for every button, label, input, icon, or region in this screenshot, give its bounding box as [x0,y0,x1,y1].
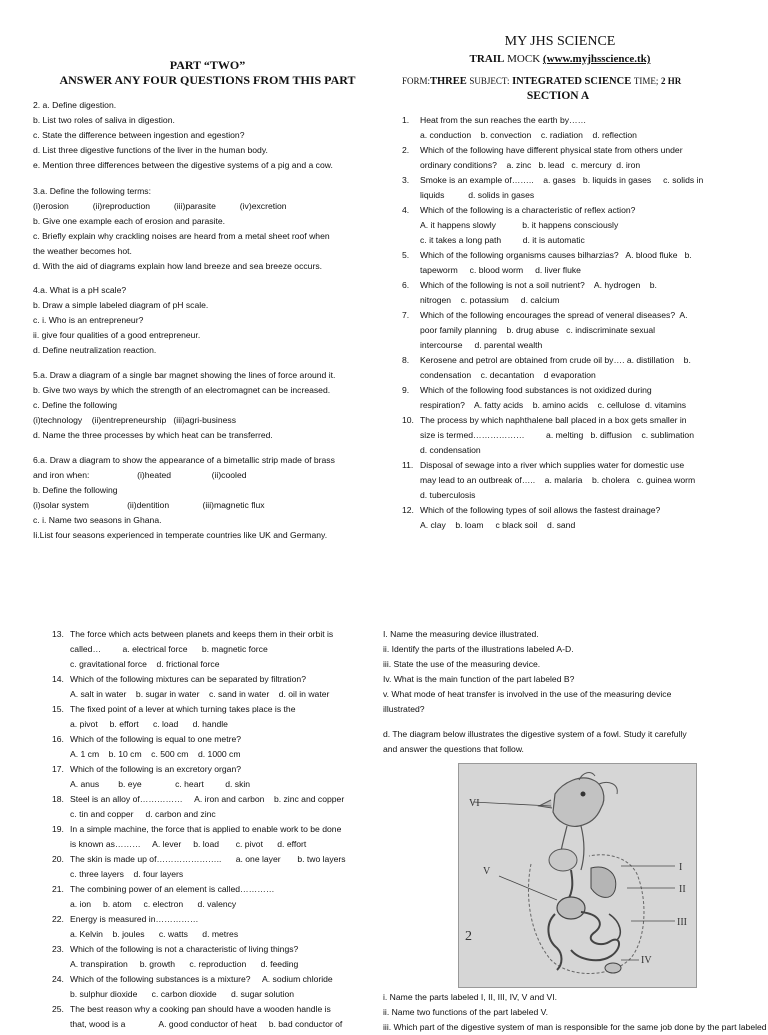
question-number: 20. [52,854,64,864]
question-line: i. Name the parts labeled I, II, III, IV, V and VI. [383,992,558,1002]
question-item [402,278,757,308]
question-number: 2. [402,145,410,155]
question-line: Ii.List four seasons experienced in temperate countries like UK and Germany. [33,530,328,540]
question-text: a. pivot b. effort c. load d. handle [70,719,228,729]
question-text: intercourse d. parental wealth [420,340,543,350]
question-line: (i)technology (ii)entrepreneurship (iii)agri-business [33,415,236,425]
question-text: a. conduction b. convection c. radiation d. reflection [420,130,637,140]
exam-meta [402,74,762,89]
question-text: a. ion b. atom c. electron d. valency [70,899,237,909]
question-line: I. Name the measuring device illustrated. [383,629,539,639]
question-number: 7. [402,310,410,320]
question-item [402,383,757,413]
question-item [402,353,757,383]
question-text: The skin is made up of………………….. a. one layer b. two layers [70,854,346,864]
question-text: Energy is measured in…………… [70,914,199,924]
mock-title [380,52,740,66]
question-line: 4.a. What is a pH scale? [33,285,127,295]
question-text: A. clay b. loam c black soil d. sand [420,520,576,530]
question-item [52,1002,387,1032]
question-number: 25. [52,1004,64,1014]
question-text: a. Kelvin b. joules c. watts d. metres [70,929,239,939]
question-item [52,702,387,732]
question-number: 19. [52,824,64,834]
question-line: (i)erosion (ii)reproduction (iii)parasite (iv)excretion [33,201,287,211]
question-text: A. salt in water b. sugar in water c. sand in water d. oil in water [70,689,330,699]
question-number: 5. [402,250,410,260]
question-text: A. 1 cm b. 10 cm c. 500 cm d. 1000 cm [70,749,241,759]
fowl-digestive-diagram [458,763,697,988]
question-text: A. it happens slowly b. it happens consciously [420,220,619,230]
question-number: 4. [402,205,410,215]
question-item [402,248,757,278]
question-text: Which of the following mixtures can be separated by filtration? [70,674,306,684]
form-label: FORM: [402,76,431,86]
question-line: Iv. What is the main function of the part labeled B? [383,674,575,684]
question-text: d. condensation [420,445,481,455]
mock-rest: MOCK [504,53,543,65]
question-text: nitrogen c. potassium d. calcium [420,295,560,305]
mock-prefix: TRAIL [469,53,505,65]
question-number: 21. [52,884,64,894]
question-line: c. i. Name two seasons in Ghana. [33,515,162,525]
question-text: The fixed point of a lever at which turning takes place is the [70,704,296,714]
question-line: d. Name the three processes by which heat can be transferred. [33,430,273,440]
question-text: Which of the following is equal to one metre? [70,734,242,744]
question-item [402,173,757,203]
question-text: c. it takes a long path d. it is automatic [420,235,585,245]
question-line: the weather becomes hot. [33,246,132,256]
question-list [52,627,387,1032]
question-text: condensation c. decantation d evaporation [420,370,596,380]
part-two-subtitle: ANSWER ANY FOUR QUESTIONS FROM THIS PART [59,73,356,87]
question-number: 11. [402,460,414,470]
question-line: e. Mention three differences between the digestive systems of a pig and a cow. [33,160,333,170]
question-line: ii. Identify the parts of the illustrations labeled A-D. [383,644,574,654]
question-text: Which of the following encourages the spread of veneral diseases? A. [420,310,688,320]
question-item [402,503,757,533]
question-item [52,942,387,972]
form-value: THREE [430,76,467,87]
question-line: c. Define the following [33,400,118,410]
question-text: may lead to an outbreak of….. a. malaria b. cholera c. guinea worm [420,475,696,485]
question-text: Heat from the sun reaches the earth by…… [420,115,587,125]
question-item [52,792,387,822]
fowl-diagram-questions [383,990,767,1032]
question-number: 6. [402,280,410,290]
question-line: c. i. Who is an entrepreneur? [33,315,144,325]
question-text: Which of the following is not a characteristic of living things? [70,944,299,954]
question-text: The best reason why a cooking pan should have a wooden handle is [70,1004,331,1014]
website-link[interactable]: (www.myjhsscience.tk) [542,53,651,65]
question-number: 12. [402,505,414,515]
question-number: 18. [52,794,64,804]
question-text: poor family planning b. drug abuse c. indiscriminate sexual [420,325,656,335]
time-value: 2 HR [660,76,682,86]
question-number: 17. [52,764,64,774]
question-text: Which of the following is an excretory organ? [70,764,242,774]
question-item [52,882,387,912]
section-a-questions [402,113,757,533]
question-number: 8. [402,355,410,365]
question-text: Which of the following have different physical state from others under [420,145,683,155]
question-line: c. State the difference between ingestion and egestion? [33,130,245,140]
fowl-diagram-intro [383,727,763,757]
label-iv: IV [641,955,652,966]
question-text: In a simple machine, the force that is applied to enable work to be done [70,824,342,834]
question-line: b. Give two ways by which the strength of an electromagnet can be increased. [33,385,331,395]
question-text: size is termed……………… a. melting b. diffusion c. sublimation [420,430,694,440]
question-number: 3. [402,175,410,185]
label-ii: II [679,884,686,895]
question-number: 1. [402,115,410,125]
question-item [402,113,757,143]
question-item [52,627,387,672]
question-text: The force which acts between planets and keeps them in their orbit is [70,629,334,639]
question-text: that, wood is a A. good conductor of heat b. bad conductor of [70,1019,343,1029]
question-line: b. Define the following [33,485,118,495]
question-line: d. The diagram below illustrates the digestive system of a fowl. Study it carefully [383,729,687,739]
question-item [402,458,757,503]
question-line: ii. give four qualities of a good entrepreneur. [33,330,201,340]
question-item [402,203,757,248]
question-line: b. List two roles of saliva in digestion. [33,115,175,125]
part-two-group-6 [33,453,393,543]
question-text: Which of the following is a characteristic of reflex action? [420,205,636,215]
question-text: respiration? A. fatty acids b. amino acids c. cellulose d. vitamins [420,400,687,410]
school-title: MY JHS SCIENCE [504,34,616,49]
question-list [402,113,757,533]
question-item [402,308,757,353]
question-number: 9. [402,385,410,395]
question-text: Smoke is an example of…….. a. gases b. liquids in gases c. solids in [420,175,704,185]
time-label: TIME; [633,76,659,86]
question-text: c. three layers d. four layers [70,869,184,879]
question-text: Disposal of sewage into a river which supplies water for domestic use [420,460,685,470]
question-line: 3.a. Define the following terms: [33,186,151,196]
fowl-digestive-system-image [459,764,696,987]
question-line: d. Define neutralization reaction. [33,345,157,355]
question-text: b. sulphur dioxide c. carbon dioxide d. sugar solution [70,989,295,999]
part-two-group-4 [33,283,393,358]
question-line: and answer the questions that follow. [383,744,524,754]
question-item [52,732,387,762]
question-line: iii. Which part of the digestive system of man is responsible for the same job done by the part labeled [383,1022,767,1032]
lower-questions [52,627,387,1032]
section-a-title: SECTION A [526,90,590,102]
question-text: The process by which naphthalene ball placed in a box gets smaller in [420,415,687,425]
question-item [52,822,387,852]
question-text: ordinary conditions? a. zinc b. lead c. mercury d. iron [420,160,641,170]
question-number: 23. [52,944,64,954]
question-text: tapeworm c. blood worm d. liver fluke [420,265,581,275]
question-line: d. List three digestive functions of the liver in the human body. [33,145,268,155]
part-two-group-3 [33,184,393,274]
question-number: 16. [52,734,64,744]
question-text: The combining power of an element is called………… [70,884,275,894]
question-line: 6.a. Draw a diagram to show the appearance of a bimetallic strip made of brass [33,455,335,465]
question-text: d. tuberculosis [420,490,476,500]
measuring-device-questions [383,627,763,717]
question-text: is known as……… A. lever b. load c. pivot d. effort [70,839,307,849]
part-two-title: PART “TWO” [169,58,246,72]
question-line: d. With the aid of diagrams explain how land breeze and sea breeze occurs. [33,261,323,271]
question-line: b. Draw a simple labeled diagram of pH scale. [33,300,209,310]
question-text: liquids d. solids in gases [420,190,535,200]
question-text: Which of the following organisms causes bilharzias? A. blood fluke b. [420,250,692,260]
question-text: A. anus b. eye c. heart d. skin [70,779,251,789]
question-number: 15. [52,704,64,714]
question-text: c. tin and copper d. carbon and zinc [70,809,216,819]
question-text: called… a. electrical force b. magnetic force [70,644,268,654]
question-line: b. Give one example each of erosion and parasite. [33,216,226,226]
question-line: v. What mode of heat transfer is involved in the use of the measuring device [383,689,672,699]
question-line: iii. State the use of the measuring device. [383,659,541,669]
question-line: and iron when: (i)heated (ii)cooled [33,470,247,480]
part-two-group-5 [33,368,393,443]
question-item [402,413,757,458]
question-item [52,762,387,792]
question-line: illustrated? [383,704,425,714]
question-text: A. transpiration b. growth c. reproduction d. feeding [70,959,299,969]
question-number: 10. [402,415,414,425]
question-number: 14. [52,674,64,684]
part-two-group-2 [33,98,393,173]
question-item [52,972,387,1002]
question-item [52,912,387,942]
question-text: Which of the following types of soil allows the fastest drainage? [420,505,661,515]
question-text: Which of the following substances is a mixture? A. sodium chloride [70,974,333,984]
question-text: Which of the following food substances is not oxidized during [420,385,652,395]
label-iii: III [677,917,687,928]
question-text: Which of the following is not a soil nutrient? A. hydrogen b. [420,280,657,290]
question-text: Kerosene and petrol are obtained from crude oil by…. a. distillation b. [420,355,691,365]
question-line: ii. Name two functions of the part labeled V. [383,1007,548,1017]
question-number: 24. [52,974,64,984]
question-number: 22. [52,914,64,924]
question-text: c. gravitational force d. frictional force [70,659,220,669]
label-v: V [483,866,491,877]
question-line: 2. a. Define digestion. [33,100,117,110]
question-line: c. Briefly explain why crackling noises are heard from a metal sheet roof when [33,231,330,241]
question-item [52,672,387,702]
question-line: (i)solar system (ii)dentition (iii)magnetic flux [33,500,265,510]
exam-header [380,34,740,66]
question-line: 5.a. Draw a diagram of a single bar magnet showing the lines of force around it. [33,370,336,380]
subject-value: INTEGRATED SCIENCE [512,76,632,87]
diagram-number: 2 [465,929,472,944]
question-text: Steel is an alloy of…………… A. iron and carbon b. zinc and copper [70,794,345,804]
question-item [402,143,757,173]
question-item [52,852,387,882]
label-vi: VI [469,798,480,809]
question-number: 13. [52,629,64,639]
label-i: I [679,862,683,873]
subject-label: SUBJECT: [469,76,510,86]
